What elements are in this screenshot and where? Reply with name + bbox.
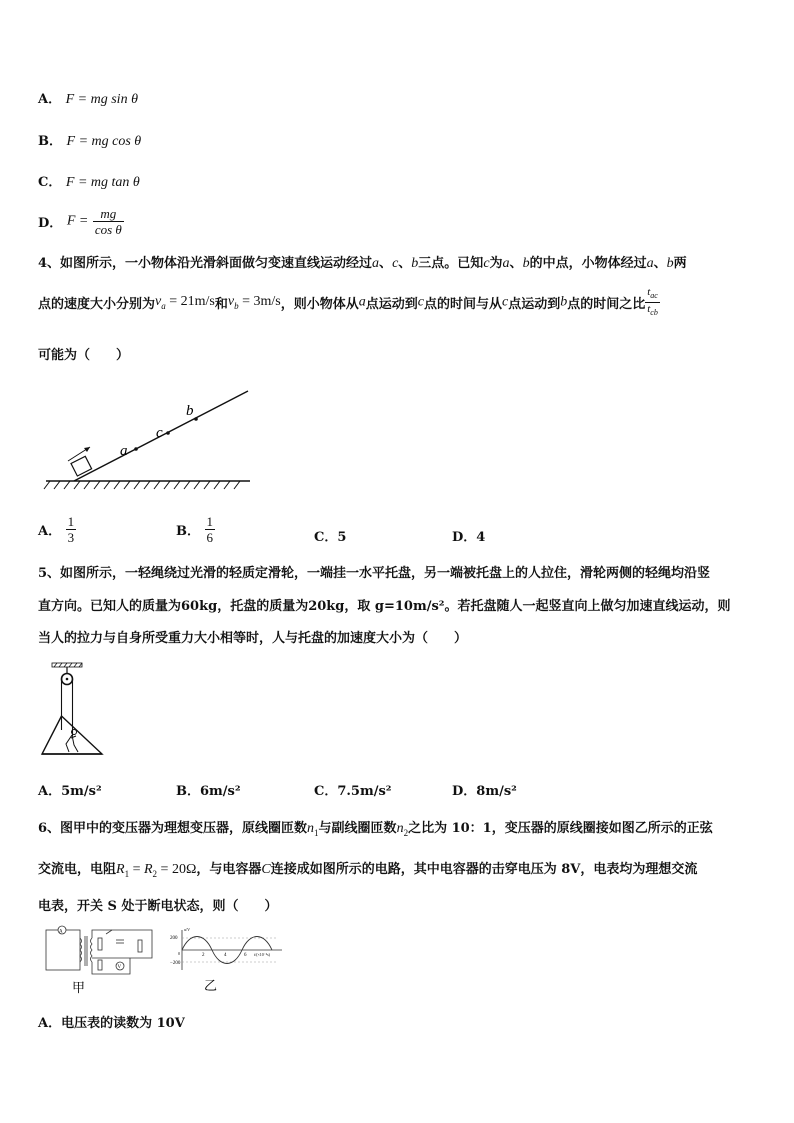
q3-option-d [38, 206, 124, 237]
option-letter: B． [176, 784, 200, 799]
fraction-denominator: 3 [67, 530, 75, 545]
value: = 3m/s [238, 294, 281, 310]
formula: F = mg sin θ [65, 92, 138, 107]
option-letter: D． [452, 530, 477, 545]
q5-option-c [314, 780, 392, 799]
v-symbol: v [227, 294, 235, 310]
fraction [205, 514, 216, 545]
q6-text: 连接成如图所示的电路，其中电容器的击穿电压为 8V，电表均为理想交流 [270, 862, 698, 877]
var-c: c [417, 294, 424, 310]
fraction-numerator: mg [93, 206, 124, 222]
q3-option-b [38, 130, 141, 150]
point-c [166, 431, 170, 435]
q6-line1 [38, 817, 713, 838]
q4-option-a [38, 514, 76, 545]
fig-label-jia: 甲 [72, 980, 86, 995]
option-letter: C． [38, 175, 62, 190]
voltmeter-label: V [117, 965, 122, 970]
sub: 2 [152, 868, 158, 879]
sub: cb [650, 308, 658, 318]
velocity-b [227, 294, 281, 312]
point-a [134, 447, 138, 451]
fraction-numerator: 1 [206, 514, 214, 529]
capacitor-symbol: C [261, 862, 271, 877]
person [66, 730, 78, 753]
sep: 、 [398, 256, 412, 271]
arrow-head [84, 447, 90, 452]
ground-hatching [44, 481, 240, 489]
fraction-numerator [645, 286, 660, 303]
q5-line3: 当人的拉力与自身所受重力大小相等时，人与托盘的加速度大小为（ ） [38, 631, 468, 646]
q4-text: 的中点，小物体经过 [529, 256, 647, 271]
option-letter: A． [38, 524, 62, 539]
var-c: c [392, 256, 399, 271]
sine-graph [170, 926, 290, 998]
y-bottom-label: −200 [170, 961, 181, 966]
option-text: 7.5m/s² [337, 784, 392, 799]
velocity-a [155, 294, 215, 312]
option-letter: C． [314, 784, 338, 799]
sub: ac [650, 291, 658, 301]
y-axis-label: u/V [184, 927, 190, 932]
q5-line2: 直方向。已知人的质量为60kg，托盘的质量为20kg，取 g=10m/s²。若托盘随人一起竖直向上做匀加速直线运动，则 [38, 599, 731, 614]
option-letter: C． [314, 530, 338, 545]
pulley-axle [66, 678, 69, 681]
option-letter: A． [38, 92, 62, 107]
q3-option-a [38, 88, 138, 108]
formula: F = mg tan θ [65, 175, 140, 190]
n: n [396, 821, 404, 836]
circuit-figure [40, 922, 160, 998]
q5-option-d [452, 780, 517, 799]
sub: 1 [314, 827, 319, 838]
sub: b [234, 301, 239, 312]
formula-lhs: F = [66, 213, 89, 229]
fraction [66, 514, 77, 545]
option-text: 5 [337, 530, 347, 545]
pulley-figure [38, 660, 106, 760]
q4-text: 点的速度大小分别为 [38, 297, 156, 313]
q4-text: 为 [489, 256, 503, 271]
sub: 1 [124, 868, 130, 879]
q6-line3: 电表，开关 S 处于断电状态，则（ ） [38, 899, 278, 914]
q4-text: 两 [673, 256, 687, 271]
var-a: a [372, 256, 380, 271]
ammeter-label: A [59, 929, 63, 935]
x-axis-label: t/(×10⁻²s) [254, 952, 271, 957]
sub: 2 [403, 827, 409, 838]
option-letter: D． [452, 784, 477, 799]
switch [106, 930, 112, 934]
q6-text: 6、图甲中的变压器为理想变压器，原线圈匝数 [38, 821, 308, 836]
point-b [194, 417, 198, 421]
r-symbol: R [116, 862, 125, 877]
primary-loop [46, 930, 80, 970]
q4-line2 [38, 286, 660, 319]
var-c: c [483, 256, 490, 271]
option-letter: A． [38, 784, 62, 799]
q6-text: 与副线圈匝数 [318, 821, 397, 836]
var-b: b [666, 256, 674, 271]
resistor-r2 [98, 960, 102, 970]
q4-text: ，则小物体从 [280, 297, 359, 313]
sep: 、 [379, 256, 393, 271]
formula: F = mg cos θ [66, 134, 142, 149]
tick-6: 6 [244, 953, 247, 958]
option-text: 5m/s² [61, 784, 102, 799]
q4-text: 点运动到 [508, 297, 561, 313]
var-b: b [411, 256, 419, 271]
option-text: 8m/s² [476, 784, 517, 799]
q5-line1: 5、如图所示，一轻绳绕过光滑的轻质定滑轮，一端挂一水平托盘，另一端被托盘上的人拉住，滑轮两侧的轻绳均沿竖 [38, 566, 711, 581]
q4-text: 点的时间与从 [423, 297, 502, 313]
q4-option-d [452, 526, 485, 545]
r-symbol: R [143, 862, 153, 877]
q4-text: 点运动到 [365, 297, 418, 313]
q4-text: 和 [214, 297, 228, 313]
n2-symbol [397, 821, 409, 836]
label-a: a [120, 443, 128, 459]
var-a: a [358, 294, 366, 310]
option-letter: B． [176, 524, 200, 539]
fig-label-yi: 乙 [204, 978, 218, 993]
q4-line3: 可能为（ ） [38, 348, 130, 363]
resistor-r1 [98, 938, 102, 950]
incline-figure [40, 385, 255, 497]
q4-option-b [176, 514, 215, 545]
tick-4: 4 [224, 953, 227, 958]
fraction-denominator: cos θ [94, 222, 122, 237]
q6-line2 [38, 858, 697, 879]
sep: 、 [653, 256, 667, 271]
time-ratio-fraction [645, 286, 660, 319]
var-a: a [646, 256, 654, 271]
var-b: b [522, 256, 530, 271]
q5-option-a [38, 780, 102, 799]
t-symbol: t [647, 303, 651, 316]
resistance-equation: $R_1 = R_2 = 20\Omega$ [116, 862, 197, 879]
q5-option-b [176, 780, 241, 799]
q4-text: 4、如图所示，一小物体沿光滑斜面做匀变速直线运动经过 [38, 256, 373, 271]
option-text: 6m/s² [200, 784, 241, 799]
fraction-numerator: 1 [67, 514, 75, 529]
option-text: 4 [476, 530, 486, 545]
y-top-label: 200 [170, 936, 178, 941]
var-b: b [560, 294, 568, 310]
option-letter: D． [38, 216, 63, 231]
q3-option-c [38, 171, 140, 191]
fraction [93, 206, 124, 237]
v-symbol: v [155, 294, 162, 310]
tick-2: 2 [202, 953, 205, 958]
q6-text: ，与电容器 [196, 862, 262, 877]
q4-line1 [38, 252, 687, 272]
q6-text: 之比为 10：1，变压器的原线圈接如图乙所示的正弦 [408, 821, 713, 836]
q4-text: 点的时间之比 [567, 297, 646, 313]
origin-label: 0 [178, 951, 180, 956]
label-b: b [186, 403, 194, 419]
q4-text: 三点。已知 [418, 256, 484, 271]
sub: a [161, 301, 166, 312]
var-a: a [502, 256, 510, 271]
resistor-r3 [138, 940, 142, 952]
n: n [307, 821, 315, 836]
q6-text: 交流电，电阻 [38, 862, 117, 877]
secondary-loop [92, 930, 152, 958]
q6-option-a: A．电压表的读数为 10V [38, 1016, 185, 1031]
fraction-denominator [645, 303, 660, 319]
q4-option-c [314, 526, 346, 545]
fraction-denominator: 6 [206, 530, 214, 545]
secondary-coil [91, 938, 93, 962]
var-c: c [501, 294, 509, 310]
t-symbol: t [647, 286, 651, 298]
value: = 20Ω [157, 862, 197, 877]
value: = 21m/s [165, 294, 215, 310]
n1-symbol [307, 821, 319, 836]
sep: 、 [509, 256, 523, 271]
option-letter: B． [38, 134, 62, 149]
label-c: c [156, 425, 163, 441]
